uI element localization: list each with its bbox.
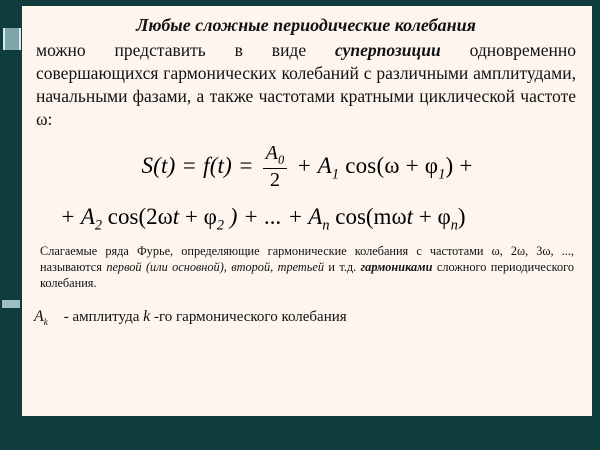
formula-closen: )	[457, 203, 466, 229]
amplitude-symbol	[34, 308, 60, 328]
formula-tn: t	[406, 203, 413, 229]
formula-a2-term: + A	[60, 203, 95, 229]
amplitude-index-symbol: k	[143, 307, 151, 325]
formula-line-1	[32, 144, 582, 191]
formula-cos2: cos(2ω	[107, 203, 173, 229]
formula-a1-subscript: 1	[331, 166, 340, 183]
formula-phi2-subscript: 2	[216, 217, 225, 234]
intro-text-emphasis: суперпозиции	[335, 40, 441, 61]
formula-a0: A	[265, 142, 279, 165]
formula-phin: + φ	[418, 203, 451, 229]
content-card	[22, 6, 592, 416]
formula-an-subscript: n	[322, 217, 330, 234]
formula-ellipsis-an: ) + ... + A	[229, 203, 323, 229]
note-part3: сложного периодического колебания.	[40, 260, 574, 290]
formula-phi1-subscript: 1	[438, 166, 446, 183]
amplitude-text-2: -го гармонического колебания	[154, 308, 347, 325]
formula-f: f	[203, 153, 210, 179]
heading-line: Любые сложные периодические колебания	[136, 15, 476, 35]
formula-cos1: cos(ω + φ	[345, 153, 439, 179]
amplitude-symbol-subscript: k	[43, 317, 48, 328]
formula-s: S	[141, 153, 154, 179]
fourier-formula	[32, 144, 582, 234]
formula-fraction-denominator: 2	[269, 168, 281, 191]
formula-cosn: cos(mω	[335, 203, 407, 229]
formula-a1-term: + A	[296, 153, 332, 179]
formula-phi2: + φ	[184, 203, 217, 229]
formula-phin-subscript: n	[450, 217, 458, 234]
slide-border-right	[592, 0, 600, 450]
amplitude-symbol-a: A	[34, 307, 44, 325]
formula-a2-subscript: 2	[94, 217, 103, 234]
intro-paragraph	[36, 39, 576, 130]
formula-close1: ) +	[445, 153, 473, 179]
formula-s-arg: (t) =	[153, 153, 198, 179]
left-decoration-bar	[3, 28, 21, 50]
amplitude-legend	[34, 308, 582, 328]
amplitude-text-1: - амплитуда	[63, 308, 140, 325]
explanatory-note	[40, 244, 574, 291]
slide-border-left	[0, 0, 22, 450]
formula-a0-subscript: 0	[278, 153, 285, 168]
slide-border-bottom	[0, 416, 600, 450]
note-part2: и т.д.	[323, 260, 361, 275]
formula-t2: t	[172, 203, 180, 229]
formula-line-2	[32, 204, 582, 235]
formula-fraction	[263, 143, 288, 190]
intro-text-part1: можно представить в виде	[36, 40, 336, 61]
formula-f-arg: (t) =	[209, 153, 254, 179]
note-emphasis-1: первой (или основной), второй, третьей	[106, 260, 324, 275]
note-part1: Слагаемые ряда Фурье, определяющие гармонические колебания с частотами ω, 2ω, 3ω, ..., называются	[40, 244, 574, 275]
formula-fraction-numerator	[263, 143, 288, 168]
note-emphasis-2: гармониками	[360, 260, 433, 275]
left-decoration-mark	[2, 300, 20, 308]
intro-text-part2: одновременно совершающихся гармонических колебаний с различными амплитудами, начальными фазами, а также частотами кратными циклической частоте ω:	[36, 40, 576, 129]
